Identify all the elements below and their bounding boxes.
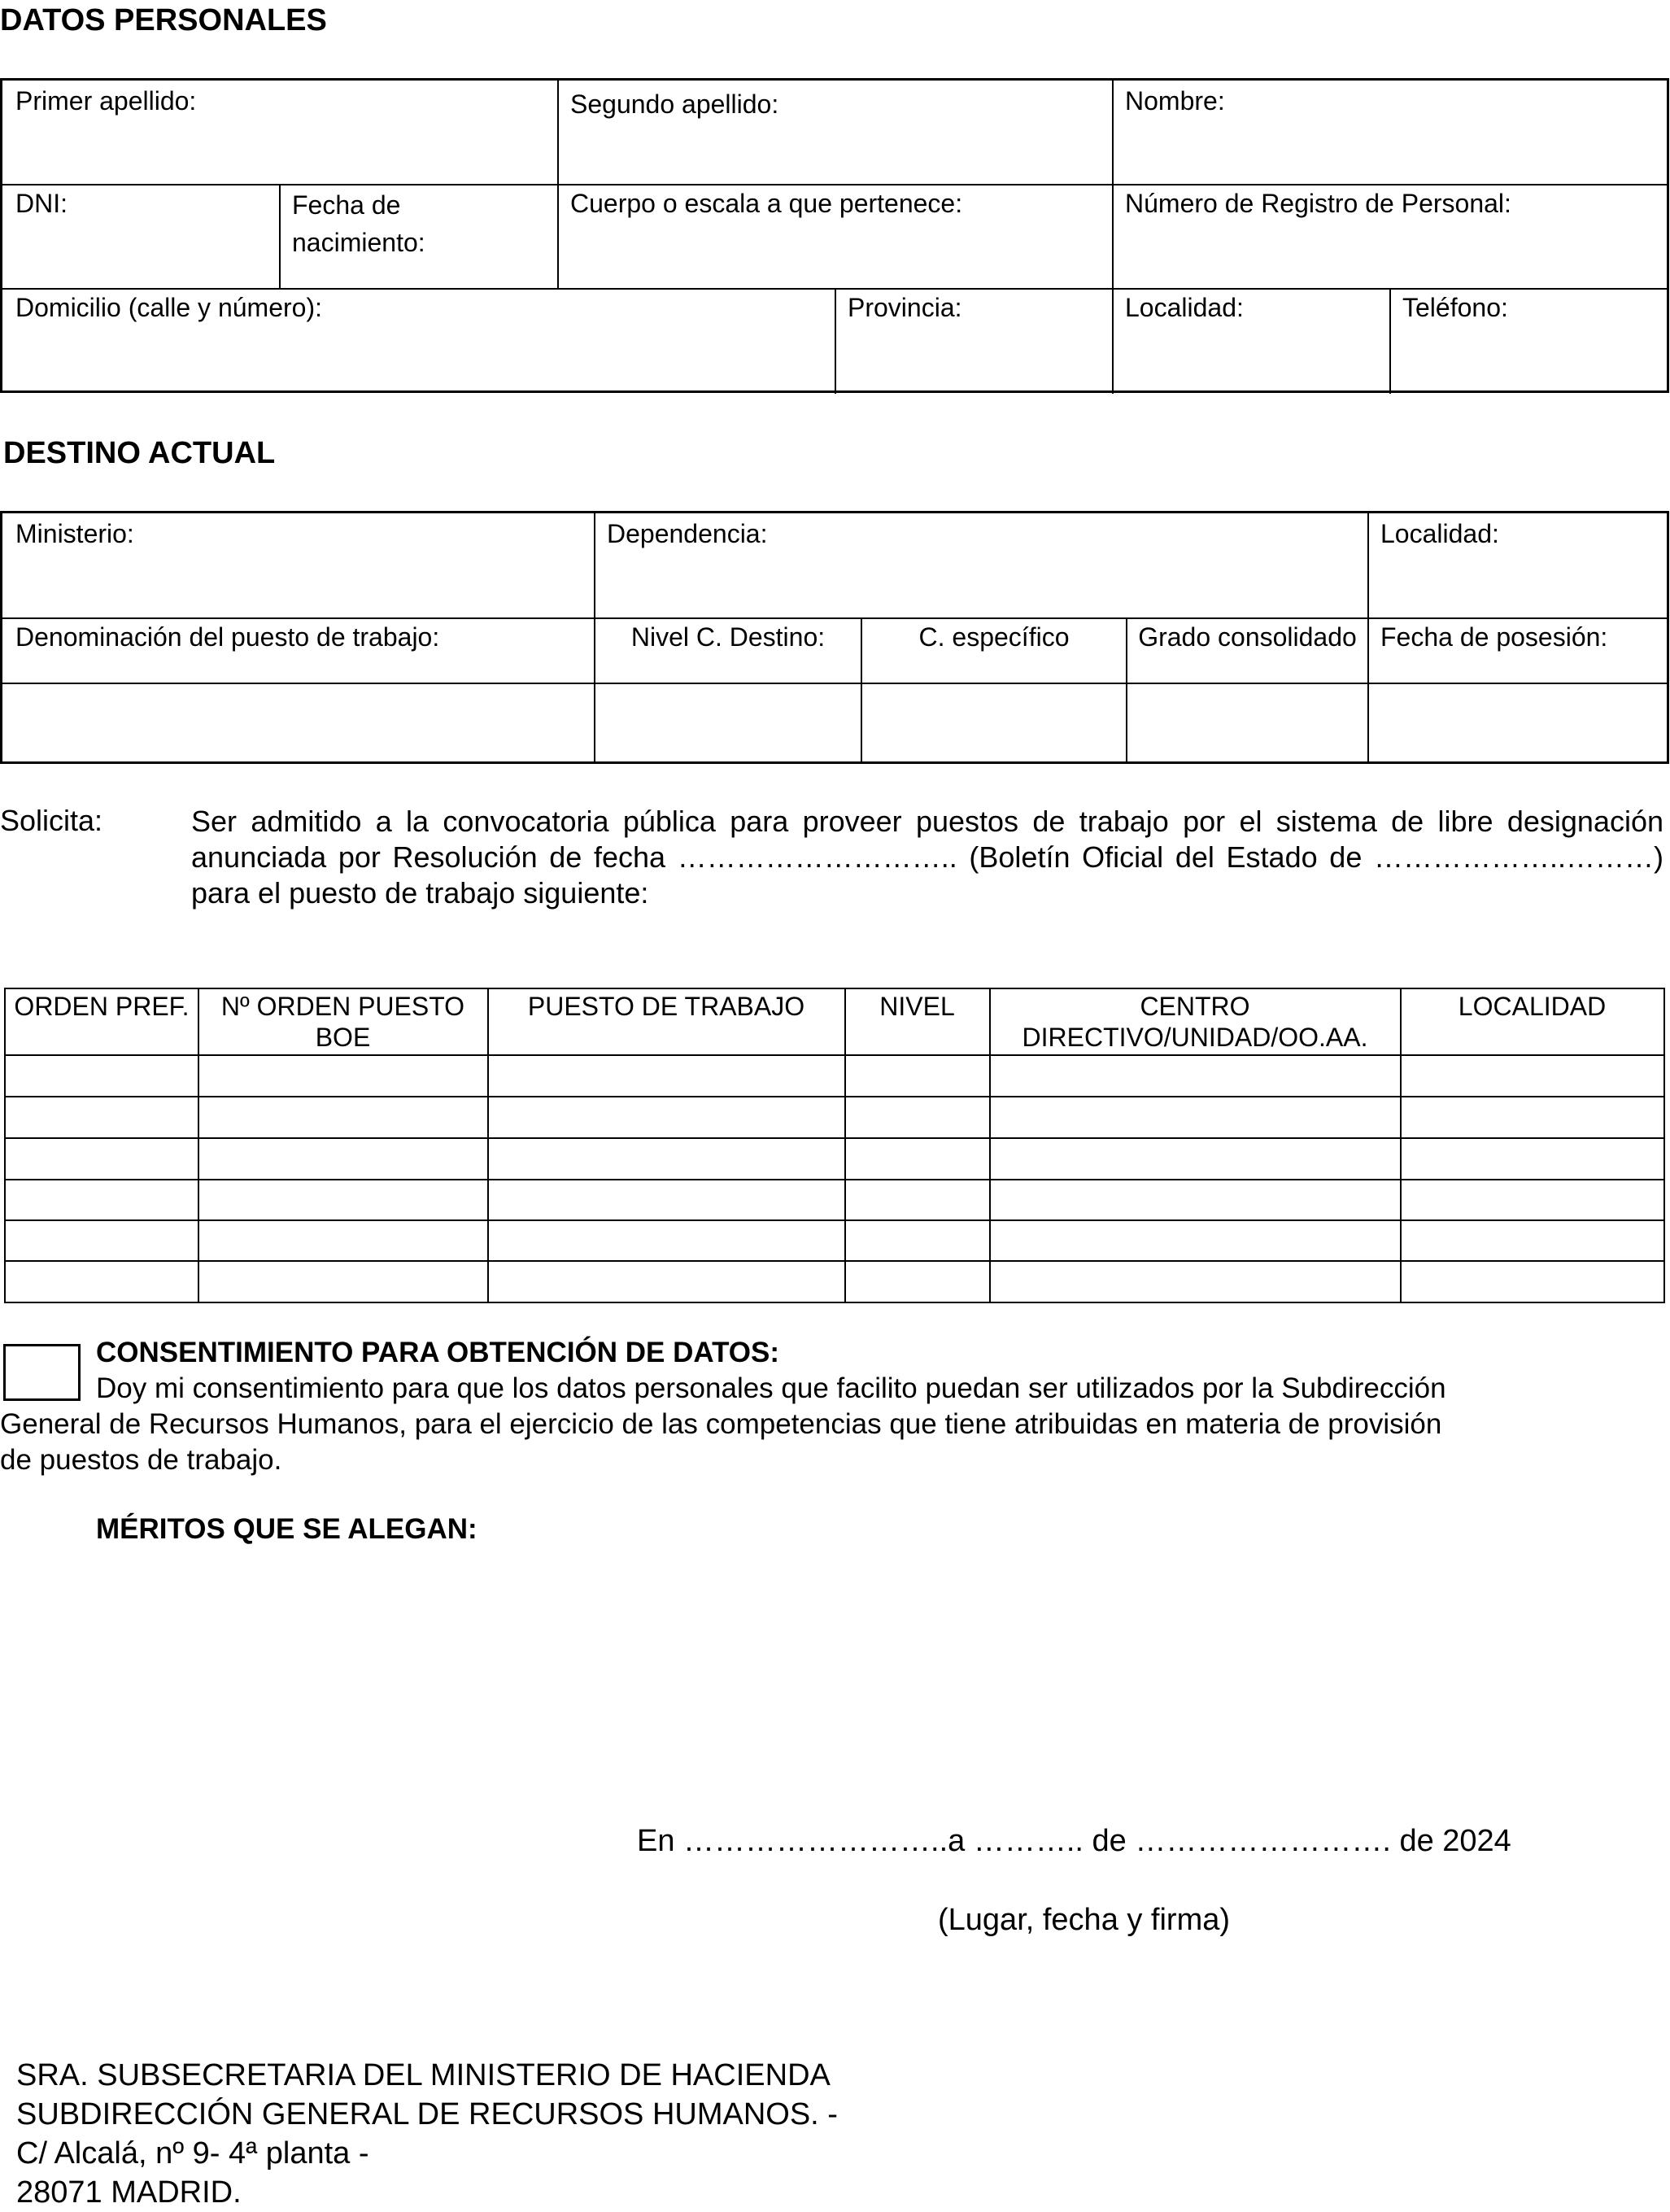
section-heading-datos-personales: DATOS PERSONALES	[0, 3, 327, 37]
field-fecha-nacimiento[interactable]: Fecha de nacimiento:	[292, 190, 425, 257]
field-dependencia[interactable]: Dependencia:	[607, 519, 768, 548]
field-dni[interactable]: DNI:	[15, 189, 68, 218]
field-provincia[interactable]: Provincia:	[848, 293, 962, 322]
table-row[interactable]	[6, 1056, 1663, 1096]
field-segundo-apellido[interactable]: Segundo apellido:	[570, 89, 779, 119]
puestos-table	[4, 988, 1665, 1303]
input-fecha-posesion[interactable]	[1369, 685, 1667, 761]
section-heading-destino-actual: DESTINO ACTUAL	[3, 436, 276, 470]
label-fecha-posesion: Fecha de posesión:	[1380, 622, 1608, 652]
label-nivel-c-destino: Nivel C. Destino:	[630, 622, 826, 652]
consent-checkbox[interactable]	[3, 1344, 81, 1401]
datos-personales-table	[0, 78, 1669, 393]
table-row[interactable]	[6, 1180, 1663, 1219]
consent-title: CONSENTIMIENTO PARA OBTENCIÓN DE DATOS:	[96, 1337, 780, 1368]
row-divider	[2, 184, 1667, 185]
date-place-line: En ……………………..a ……….. de ……………………. de 2024	[637, 1824, 1511, 1858]
column-header-n-orden-puesto-boe: Nº ORDEN PUESTO BOE	[220, 992, 465, 1052]
label-grado-consolidado: Grado consolidado	[1138, 622, 1357, 652]
recipient-line-2: SUBDIRECCIÓN GENERAL DE RECURSOS HUMANOS. -	[16, 2097, 838, 2131]
signature-caption: (Lugar, fecha y firma)	[938, 1903, 1231, 1937]
destino-actual-table	[0, 511, 1669, 764]
table-row[interactable]	[6, 1139, 1663, 1179]
field-numero-registro-personal[interactable]: Número de Registro de Personal:	[1125, 189, 1511, 218]
field-localidad-destino[interactable]: Localidad:	[1380, 519, 1499, 548]
solicita-text: Ser admitido a la convocatoria pública para proveer puestos de trabajo por el sistema de libre designación anunciada por Resolución de fecha ……………………….. (Boletín Oficial del Estado de ………………..………) para el puesto de trabajo siguiente:	[191, 805, 1663, 910]
table-row[interactable]	[6, 1221, 1663, 1260]
recipient-line-1: SRA. SUBSECRETARIA DEL MINISTERIO DE HACIENDA	[16, 2058, 831, 2092]
row-divider	[2, 617, 1667, 619]
input-nivel-c-destino[interactable]	[595, 685, 861, 761]
label-denominacion-puesto: Denominación del puesto de trabajo:	[15, 622, 440, 652]
meritos-heading: MÉRITOS QUE SE ALEGAN:	[96, 1513, 477, 1545]
consent-text-line-3: de puestos de trabajo.	[0, 1444, 282, 1476]
column-header-centro-directivo: CENTRO DIRECTIVO/UNIDAD/OO.AA.	[1022, 992, 1368, 1052]
field-domicilio[interactable]: Domicilio (calle y número):	[15, 293, 322, 322]
column-header-puesto-de-trabajo: PUESTO DE TRABAJO	[527, 992, 805, 1021]
recipient-line-4: 28071 MADRID.	[16, 2175, 242, 2210]
solicita-label: Solicita:	[0, 804, 103, 837]
consent-text-line-1: Doy mi consentimiento para que los datos personales que facilito puedan ser utilizados por la Subdirección	[96, 1372, 1446, 1404]
input-c-especifico[interactable]	[862, 685, 1126, 761]
column-header-orden-pref: ORDEN PREF.	[14, 992, 190, 1021]
field-primer-apellido[interactable]: Primer apellido:	[15, 86, 197, 116]
table-row[interactable]	[6, 1262, 1663, 1302]
input-denominacion-puesto[interactable]	[4, 685, 594, 761]
input-grado-consolidado[interactable]	[1127, 685, 1367, 761]
row-divider	[2, 683, 1667, 684]
label-c-especifico: C. específico	[918, 622, 1070, 652]
field-telefono[interactable]: Teléfono:	[1402, 293, 1508, 322]
recipient-line-3: C/ Alcalá, nº 9- 4ª planta -	[16, 2136, 369, 2171]
column-header-localidad: LOCALIDAD	[1458, 992, 1607, 1021]
field-nombre[interactable]: Nombre:	[1125, 86, 1225, 116]
field-ministerio[interactable]: Ministerio:	[15, 519, 134, 548]
table-row[interactable]	[6, 1097, 1663, 1137]
field-cuerpo-escala[interactable]: Cuerpo o escala a que pertenece:	[570, 189, 963, 218]
column-header-nivel: NIVEL	[879, 992, 955, 1021]
consent-text-line-2: General de Recursos Humanos, para el ejercicio de las competencias que tiene atribuidas en materia de provisión	[0, 1408, 1442, 1440]
field-localidad[interactable]: Localidad:	[1125, 293, 1244, 322]
